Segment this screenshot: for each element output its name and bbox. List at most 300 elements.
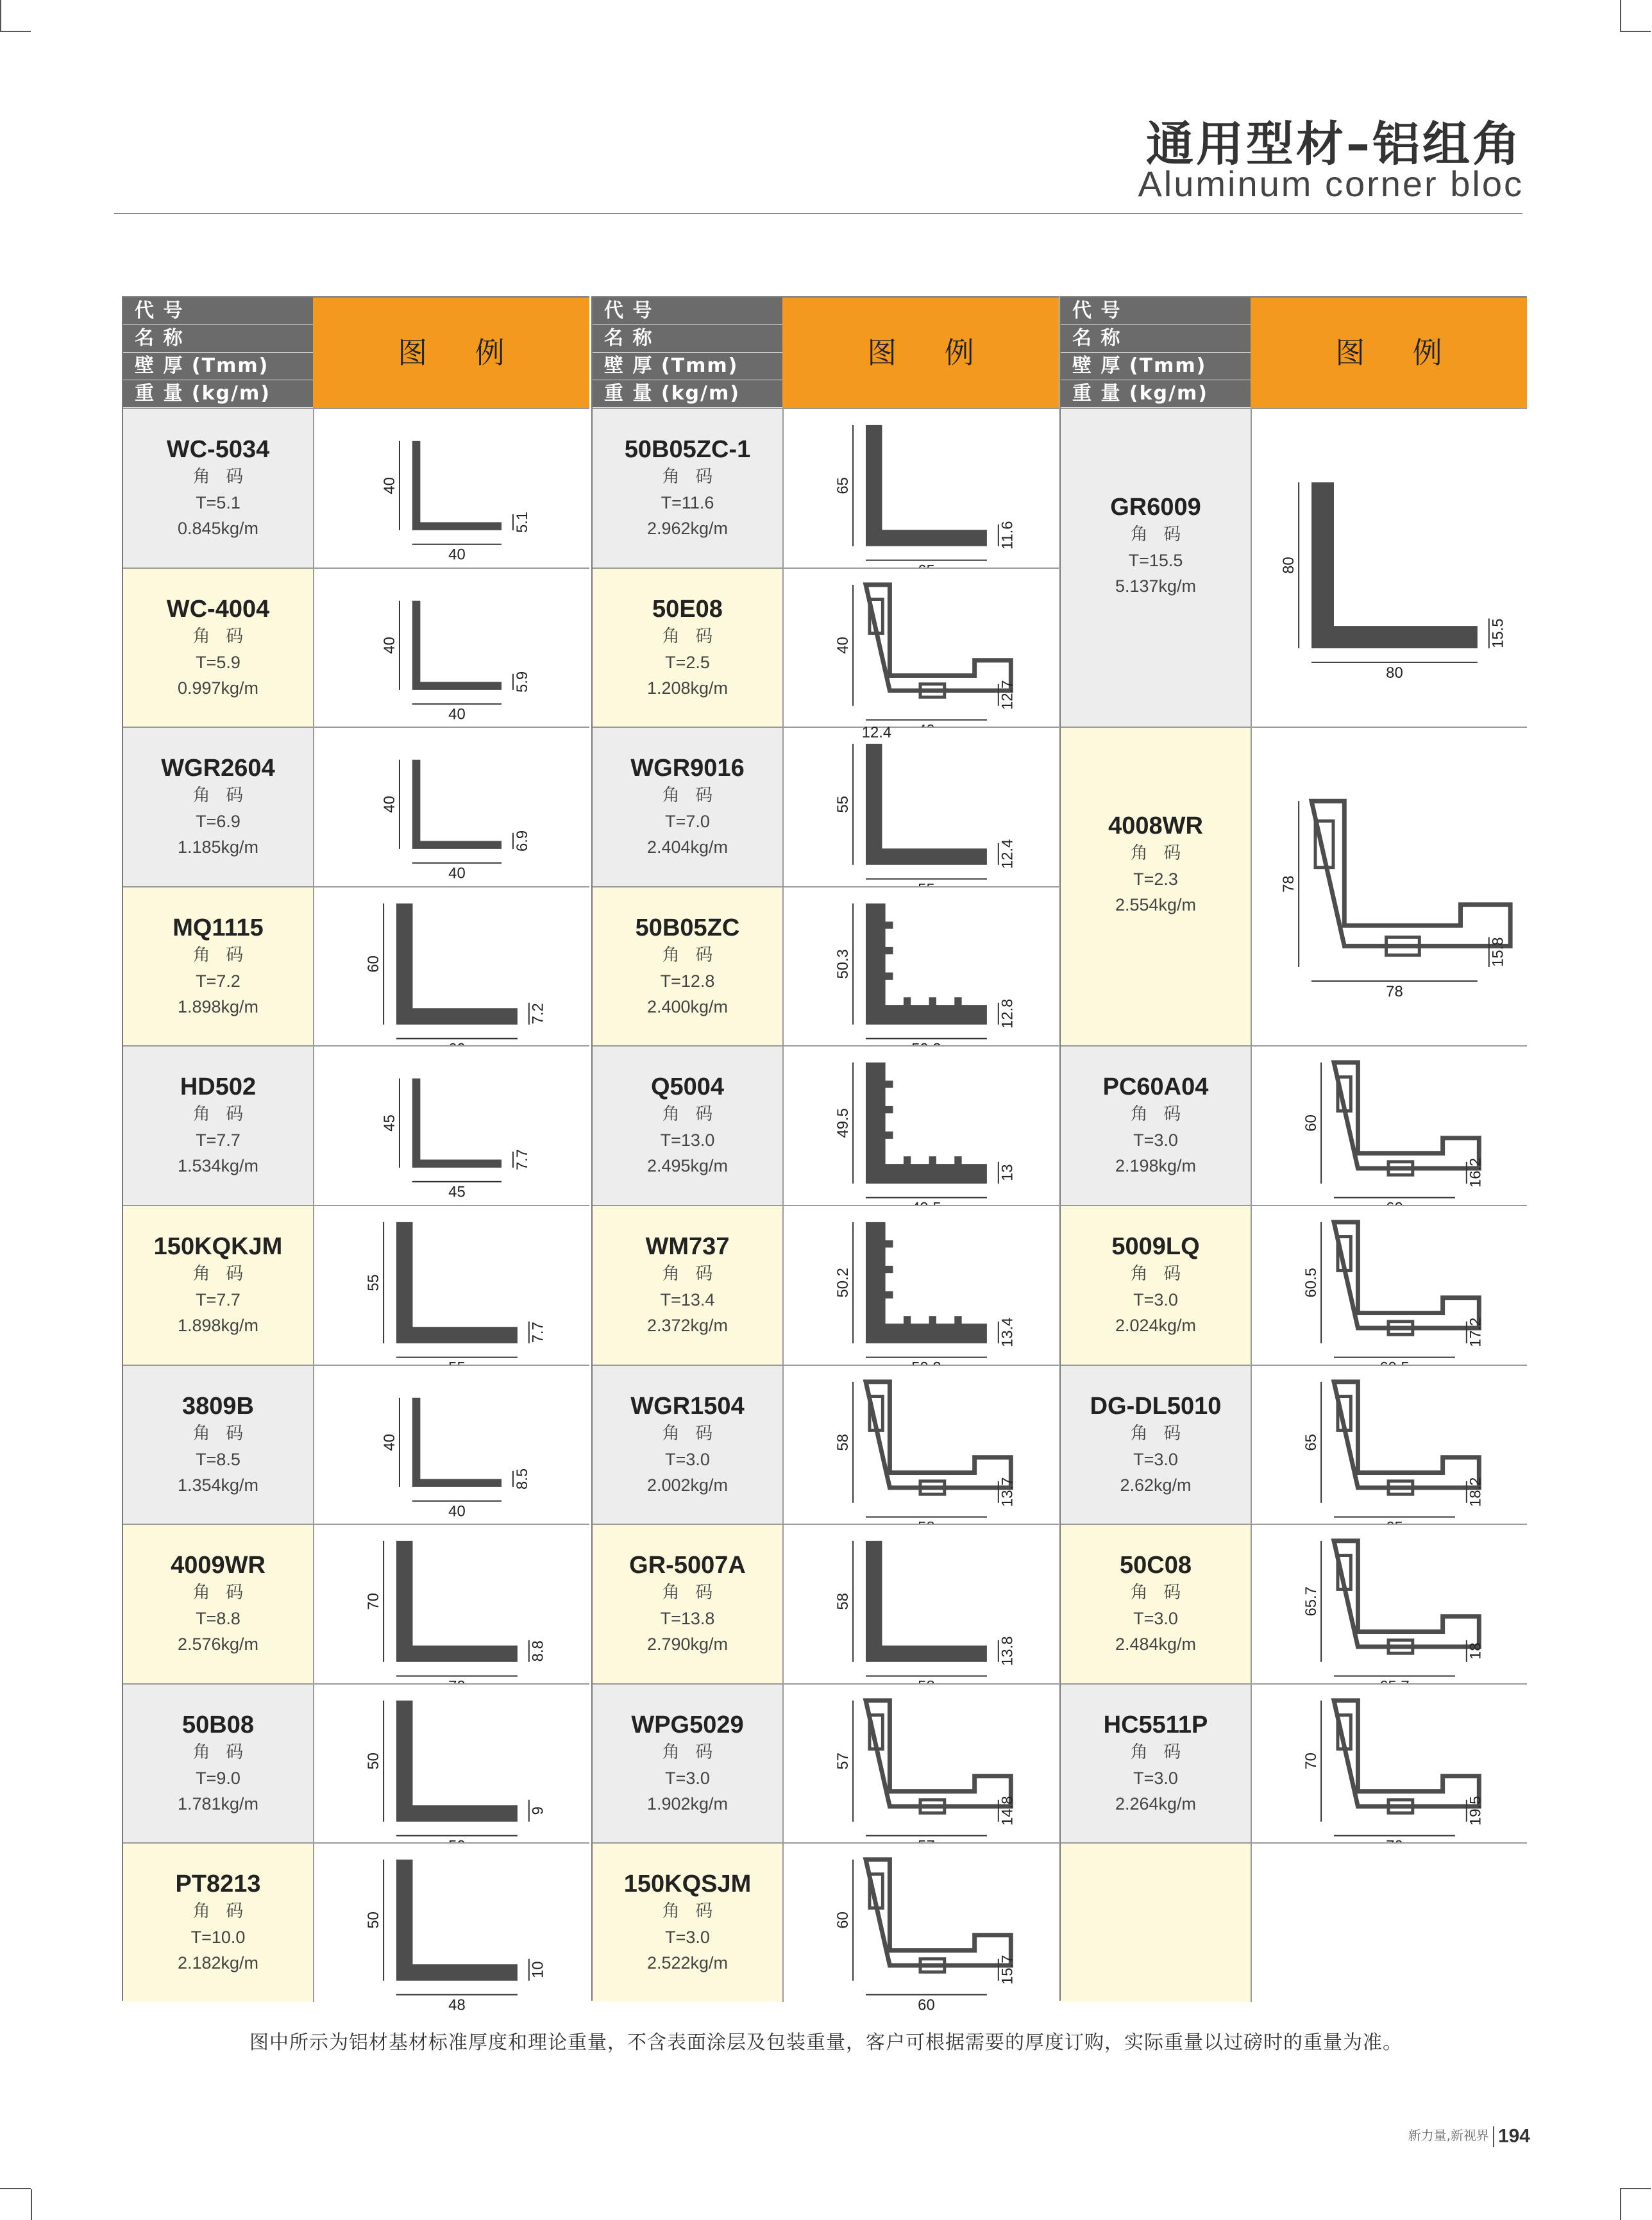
product-weight: 2.372kg/m (646, 1316, 729, 1335)
footer-slogan: 新力量,新视界 (1408, 2128, 1489, 2143)
product-name: 角 码 (1130, 1742, 1186, 1762)
product-code: MQ1115 (173, 914, 264, 941)
product-info (123, 887, 313, 1046)
profile-drawing (1251, 1525, 1527, 1683)
dimension-label: 12.7 (999, 680, 1016, 710)
product-thickness: T=13.4 (660, 1290, 715, 1309)
dimension-label: 5.1 (513, 511, 531, 533)
product-info (593, 728, 782, 886)
profile-shape (866, 1860, 1011, 1965)
header-label: 名 称 (593, 325, 782, 353)
product-code: 3809B (182, 1392, 254, 1420)
table-row (1061, 1524, 1527, 1683)
product-info (123, 1685, 313, 1843)
header-label: 名 称 (123, 325, 313, 353)
page-footer (1408, 2125, 1530, 2148)
table-column (122, 296, 589, 2014)
product-weight: 2.962kg/m (646, 519, 729, 538)
product-code: GR-5007A (629, 1552, 746, 1579)
header-labels (593, 298, 782, 408)
profile-drawing (313, 728, 589, 886)
profile-shape (866, 1222, 987, 1343)
dimension-label: 40 (448, 546, 466, 564)
product-code: WGR9016 (630, 755, 745, 782)
product-weight: 1.898kg/m (177, 1316, 259, 1335)
product-info (1061, 1206, 1251, 1365)
product-info (123, 1844, 313, 2002)
product-info (593, 887, 782, 1046)
product-thickness: T=3.0 (665, 1449, 710, 1469)
profile-shape (412, 760, 501, 849)
product-code: WC-4004 (166, 595, 270, 623)
dimension-label: 12.4 (999, 839, 1016, 870)
product-info (593, 569, 782, 727)
product-weight: 2.554kg/m (1115, 895, 1197, 915)
product-thickness: T=13.8 (660, 1609, 715, 1629)
header-figure-label: 图 例 (1251, 298, 1527, 408)
product-weight: 2.576kg/m (177, 1635, 259, 1654)
product-thickness: T=6.9 (196, 812, 240, 832)
product-info (593, 1206, 782, 1365)
product-name: 角 码 (662, 1423, 718, 1443)
product-thickness: T=3.0 (1133, 1290, 1178, 1309)
dimension-label: 40 (448, 705, 466, 723)
table-row (593, 724, 1059, 886)
profile-svg (784, 1366, 1059, 1524)
product-info (1061, 1047, 1251, 1205)
dimension-label: 9 (529, 1806, 547, 1815)
table-row (593, 1842, 1059, 2014)
profile-svg (314, 728, 589, 886)
product-info (1061, 1366, 1251, 1524)
profile-drawing (1251, 1366, 1527, 1524)
product-info (123, 1525, 313, 1683)
table-row (593, 1524, 1059, 1683)
header-labels (123, 298, 313, 408)
product-name: 角 码 (1130, 1104, 1186, 1125)
dimension-label: 40 (381, 796, 399, 813)
product-thickness: T=8.5 (196, 1449, 240, 1469)
table-row (123, 1365, 589, 1524)
profile-shape (1311, 801, 1510, 946)
product-code: 50B05ZC-1 (624, 436, 751, 463)
profile-shape (866, 584, 1011, 690)
table-row (1061, 1205, 1527, 1365)
product-weight: 2.495kg/m (646, 1156, 729, 1176)
table-row (123, 886, 589, 1046)
product-name: 角 码 (1130, 525, 1186, 544)
header-figure-label: 图 例 (782, 298, 1059, 408)
profile-svg (1252, 1366, 1527, 1524)
footnote: 图中所示为铝材基材标准厚度和理论重量，不含表面涂层及包装重量，客户可根据需要的厚度订购，实际重量以过磅时的重量为准。 (249, 2031, 1403, 2054)
table-column (1059, 296, 1527, 2001)
product-name: 角 码 (662, 1104, 718, 1125)
product-info (1061, 1844, 1251, 2002)
product-name: 角 码 (1130, 843, 1186, 864)
profile-drawing (782, 569, 1059, 727)
dimension-label: 7.7 (529, 1322, 547, 1343)
product-thickness: T=2.3 (1133, 870, 1178, 889)
product-info (123, 1366, 313, 1524)
product-name: 角 码 (192, 1742, 249, 1762)
header-label: 代 号 (123, 298, 313, 325)
header-labels (1061, 298, 1251, 408)
product-weight: 1.898kg/m (177, 996, 259, 1016)
dimension-label: 55 (365, 1274, 383, 1291)
header-label: 壁 厚 (Tmm) (1061, 353, 1251, 380)
profile-shape (396, 1222, 518, 1343)
table-row (1061, 1842, 1527, 2002)
table-row (123, 1205, 589, 1365)
dimension-label: 13.8 (999, 1636, 1016, 1667)
dimension-label: 80 (1280, 557, 1298, 574)
product-name: 角 码 (662, 945, 718, 965)
product-code: 50E08 (652, 595, 723, 623)
crop-mark (1620, 0, 1621, 31)
product-thickness: T=3.0 (1133, 1768, 1178, 1788)
product-thickness: T=9.0 (196, 1768, 240, 1788)
product-weight: 1.185kg/m (177, 837, 259, 857)
profile-svg (784, 1206, 1059, 1365)
product-thickness: T=5.1 (196, 493, 240, 512)
profile-shape (396, 904, 518, 1025)
profile-shape (412, 1397, 501, 1486)
profile-shape (1334, 1063, 1479, 1168)
product-code: Q5004 (650, 1073, 725, 1101)
table-row (1061, 408, 1527, 727)
product-weight: 1.534kg/m (177, 1156, 259, 1176)
product-thickness: T=3.0 (1133, 1449, 1178, 1469)
product-info (123, 1047, 313, 1205)
dimension-label: 40 (448, 1502, 466, 1520)
product-weight: 1.354kg/m (177, 1475, 259, 1495)
dimension-label: 60 (918, 1996, 935, 2014)
product-thickness: T=7.7 (196, 1290, 240, 1309)
product-name: 角 码 (1130, 1423, 1186, 1443)
product-thickness: T=2.5 (665, 652, 710, 672)
profile-svg (314, 1844, 589, 2014)
product-info (593, 1047, 782, 1205)
product-code: 4009WR (171, 1552, 266, 1579)
table-row (123, 408, 589, 568)
product-weight: 0.845kg/m (177, 519, 259, 538)
profile-drawing (313, 1047, 589, 1205)
product-name: 角 码 (662, 1264, 718, 1284)
product-code: DG-DL5010 (1090, 1392, 1222, 1420)
profile-drawing (313, 569, 589, 727)
dimension-label: 57 (834, 1752, 852, 1770)
product-info (1061, 409, 1251, 727)
dimension-label: 45 (381, 1114, 399, 1132)
product-thickness: T=3.0 (665, 1768, 710, 1788)
product-code: WGR2604 (161, 755, 275, 782)
dimension-label: 65.7 (1302, 1586, 1320, 1617)
product-code: 50B05ZC (635, 914, 740, 941)
product-thickness: T=13.0 (660, 1131, 715, 1150)
product-weight: 2.400kg/m (646, 996, 729, 1016)
profile-shape (1334, 1541, 1479, 1647)
profile-shape (412, 441, 501, 530)
profile-shape (866, 1381, 1011, 1487)
product-name: 角 码 (192, 1901, 249, 1922)
product-info (123, 569, 313, 727)
product-name: 角 码 (1130, 1583, 1186, 1603)
product-weight: 1.208kg/m (646, 678, 729, 698)
table-row (1061, 1683, 1527, 1843)
dimension-label: 7.7 (513, 1149, 531, 1171)
product-name: 角 码 (192, 945, 249, 965)
product-weight: 2.522kg/m (646, 1953, 729, 1973)
dimension-label: 40 (448, 864, 466, 882)
dimension-label: 58 (834, 1433, 852, 1451)
profile-svg (784, 724, 1059, 886)
profile-drawing (313, 1844, 589, 2014)
profile-drawing (782, 724, 1059, 886)
table-row (1061, 727, 1527, 1045)
dimension-label: 7.2 (529, 1002, 547, 1025)
dimension-label: 70 (1302, 1752, 1320, 1770)
profile-svg (784, 1844, 1059, 2014)
product-weight: 2.198kg/m (1115, 1156, 1197, 1176)
profile-shape (866, 744, 987, 865)
dimension-label: 8.8 (529, 1640, 547, 1662)
crop-mark (31, 2189, 32, 2220)
product-weight: 2.024kg/m (1115, 1316, 1197, 1335)
product-code: 50C08 (1120, 1552, 1192, 1579)
dimension-label: 40 (381, 636, 399, 654)
table-row (593, 1365, 1059, 1524)
page-subtitle: Aluminum corner bloc (1138, 164, 1524, 204)
page-title: 通用型材–铝组角 (1146, 117, 1522, 172)
product-info (1061, 1525, 1251, 1683)
product-thickness: T=3.0 (1133, 1609, 1178, 1629)
crop-mark (0, 31, 31, 32)
product-code: WPG5029 (631, 1711, 744, 1738)
dimension-label: 15.7 (999, 1955, 1016, 1985)
header-label: 重 量 (kg/m) (1061, 380, 1251, 408)
profile-svg (784, 1685, 1059, 1843)
product-thickness: T=7.7 (196, 1131, 240, 1150)
crop-mark (1620, 2189, 1621, 2220)
dimension-label: 15.5 (1489, 618, 1507, 648)
product-code: HC5511P (1103, 1711, 1208, 1738)
product-info (123, 409, 313, 568)
dimension-label: 14.8 (999, 1795, 1016, 1826)
product-weight: 0.997kg/m (177, 678, 259, 698)
dimension-label: 8.5 (513, 1468, 531, 1490)
profile-svg (314, 569, 589, 727)
product-weight: 2.264kg/m (1115, 1794, 1197, 1813)
profile-drawing (1251, 1047, 1527, 1205)
profile-svg (314, 409, 589, 568)
product-code: 150KQKJM (153, 1233, 283, 1260)
crop-mark (1620, 31, 1651, 32)
product-name: 角 码 (662, 467, 718, 487)
dimension-label: 50 (365, 1752, 383, 1770)
dimension-label: 50 (365, 1912, 383, 1929)
product-thickness: T=3.0 (1133, 1131, 1178, 1150)
table-row (593, 408, 1059, 568)
profile-drawing (313, 1206, 589, 1365)
profile-drawing (313, 409, 589, 568)
crop-mark (0, 0, 1, 31)
product-name: 角 码 (192, 1264, 249, 1284)
product-code: GR6009 (1110, 494, 1201, 521)
product-info (1061, 728, 1251, 1045)
product-thickness: T=5.9 (196, 652, 240, 672)
header-label: 重 量 (kg/m) (593, 380, 782, 408)
dimension-label: 60.5 (1302, 1268, 1320, 1298)
product-thickness: T=3.0 (665, 1928, 710, 1947)
profile-svg (1252, 409, 1527, 727)
profile-svg (1252, 1047, 1527, 1205)
profile-drawing (313, 1366, 589, 1524)
product-weight: 1.781kg/m (177, 1794, 259, 1813)
table-row (1061, 1045, 1527, 1205)
dimension-label: 45 (448, 1184, 466, 1202)
dimension-label: 58 (834, 1593, 852, 1610)
product-thickness: T=10.0 (190, 1928, 246, 1947)
table-row (1061, 1365, 1527, 1524)
product-thickness: T=7.2 (196, 971, 240, 991)
profile-svg (784, 409, 1059, 568)
profile-drawing (782, 1047, 1059, 1205)
profile-svg (784, 887, 1059, 1046)
product-thickness: T=12.8 (660, 971, 715, 991)
profile-shape (866, 1063, 987, 1184)
dimension-label: 12.4 (861, 724, 892, 742)
profile-svg (784, 1525, 1059, 1683)
dimension-label: 6.9 (513, 830, 531, 852)
profile-svg (1252, 1206, 1527, 1365)
product-code: 5009LQ (1111, 1233, 1200, 1260)
product-name: 角 码 (192, 1583, 249, 1603)
product-weight: 2.404kg/m (646, 837, 729, 857)
dimension-label: 5.9 (513, 671, 531, 693)
dimension-label: 19.5 (1467, 1795, 1485, 1826)
dimension-label: 70 (365, 1593, 383, 1610)
dimension-label: 50.2 (834, 1268, 852, 1298)
product-code: 4008WR (1108, 812, 1203, 840)
profile-shape (412, 600, 501, 689)
profile-drawing (1251, 728, 1527, 1045)
profile-svg (314, 1047, 589, 1205)
dimension-label: 18 (1467, 1642, 1485, 1660)
dimension-label: 60 (834, 1912, 852, 1929)
profile-svg (314, 1206, 589, 1365)
header-label: 代 号 (593, 298, 782, 325)
profile-svg (314, 1525, 589, 1683)
product-name: 角 码 (662, 1742, 718, 1762)
profile-drawing (1251, 409, 1527, 727)
profile-shape (396, 1701, 518, 1822)
product-info (593, 1366, 782, 1524)
product-weight: 2.182kg/m (177, 1953, 259, 1973)
product-name: 角 码 (192, 786, 249, 806)
product-thickness: T=11.6 (661, 493, 714, 512)
product-name: 角 码 (192, 1423, 249, 1443)
profile-shape (866, 1541, 987, 1662)
table-row (123, 1045, 589, 1205)
profile-drawing (782, 1366, 1059, 1524)
dimension-label: 40 (381, 477, 399, 494)
product-weight: 2.002kg/m (646, 1475, 729, 1495)
dimension-label: 15.8 (1489, 937, 1507, 968)
profile-drawing (782, 1206, 1059, 1365)
dimension-label: 55 (834, 796, 852, 813)
product-info (593, 409, 782, 568)
profile-svg (314, 887, 589, 1046)
product-name: 角 码 (192, 1104, 249, 1125)
profile-shape (396, 1860, 518, 1981)
profile-drawing (313, 887, 589, 1046)
table-row (593, 1045, 1059, 1205)
profile-drawing (313, 1525, 589, 1683)
table-row (123, 1683, 589, 1843)
dimension-label: 13.7 (999, 1477, 1016, 1507)
product-code: PC60A04 (1102, 1073, 1209, 1101)
product-weight: 2.484kg/m (1115, 1635, 1197, 1654)
product-code: WM737 (645, 1233, 730, 1260)
product-name: 角 码 (662, 626, 718, 646)
dimension-label: 78 (1280, 875, 1298, 893)
profile-drawing (782, 887, 1059, 1046)
header-label: 代 号 (1061, 298, 1251, 325)
dimension-label: 65 (834, 477, 852, 494)
product-info (1061, 1685, 1251, 1843)
profile-shape (412, 1079, 501, 1168)
profile-drawing (1251, 1206, 1527, 1365)
product-code: PT8213 (175, 1871, 261, 1898)
dimension-label: 65 (1302, 1433, 1320, 1451)
profile-svg (1252, 1525, 1527, 1683)
header-label: 壁 厚 (Tmm) (123, 353, 313, 380)
dimension-label: 80 (1386, 664, 1403, 682)
title-divider (114, 213, 1522, 214)
dimension-label: 13 (999, 1164, 1016, 1182)
product-code: WGR1504 (630, 1392, 745, 1420)
product-weight: 5.137kg/m (1115, 576, 1197, 596)
profile-shape (1311, 482, 1478, 648)
product-info (593, 1844, 782, 2002)
profile-shape (866, 425, 987, 546)
profile-svg (1252, 1685, 1527, 1843)
product-thickness: T=7.0 (665, 812, 710, 832)
product-name: 角 码 (662, 786, 718, 806)
product-code: 150KQSJM (623, 1871, 752, 1898)
table-column (591, 296, 1059, 2014)
dimension-label: 40 (381, 1433, 399, 1451)
dimension-label: 18.2 (1467, 1477, 1485, 1507)
product-name: 角 码 (662, 1901, 718, 1922)
profile-drawing (782, 409, 1059, 568)
profile-shape (1334, 1701, 1479, 1806)
product-info (123, 728, 313, 886)
product-weight: 1.902kg/m (646, 1794, 729, 1813)
table-row (123, 727, 589, 886)
header-label: 名 称 (1061, 325, 1251, 353)
profile-drawing (782, 1844, 1059, 2014)
dimension-label: 17.2 (1467, 1317, 1485, 1347)
profile-drawing (782, 1685, 1059, 1843)
crop-mark (0, 2188, 31, 2189)
table-row (593, 886, 1059, 1046)
dimension-label: 12.8 (999, 998, 1016, 1029)
profile-svg (314, 1685, 589, 1843)
profile-drawing (313, 1685, 589, 1843)
product-name: 角 码 (192, 626, 249, 646)
profile-shape (396, 1541, 518, 1662)
